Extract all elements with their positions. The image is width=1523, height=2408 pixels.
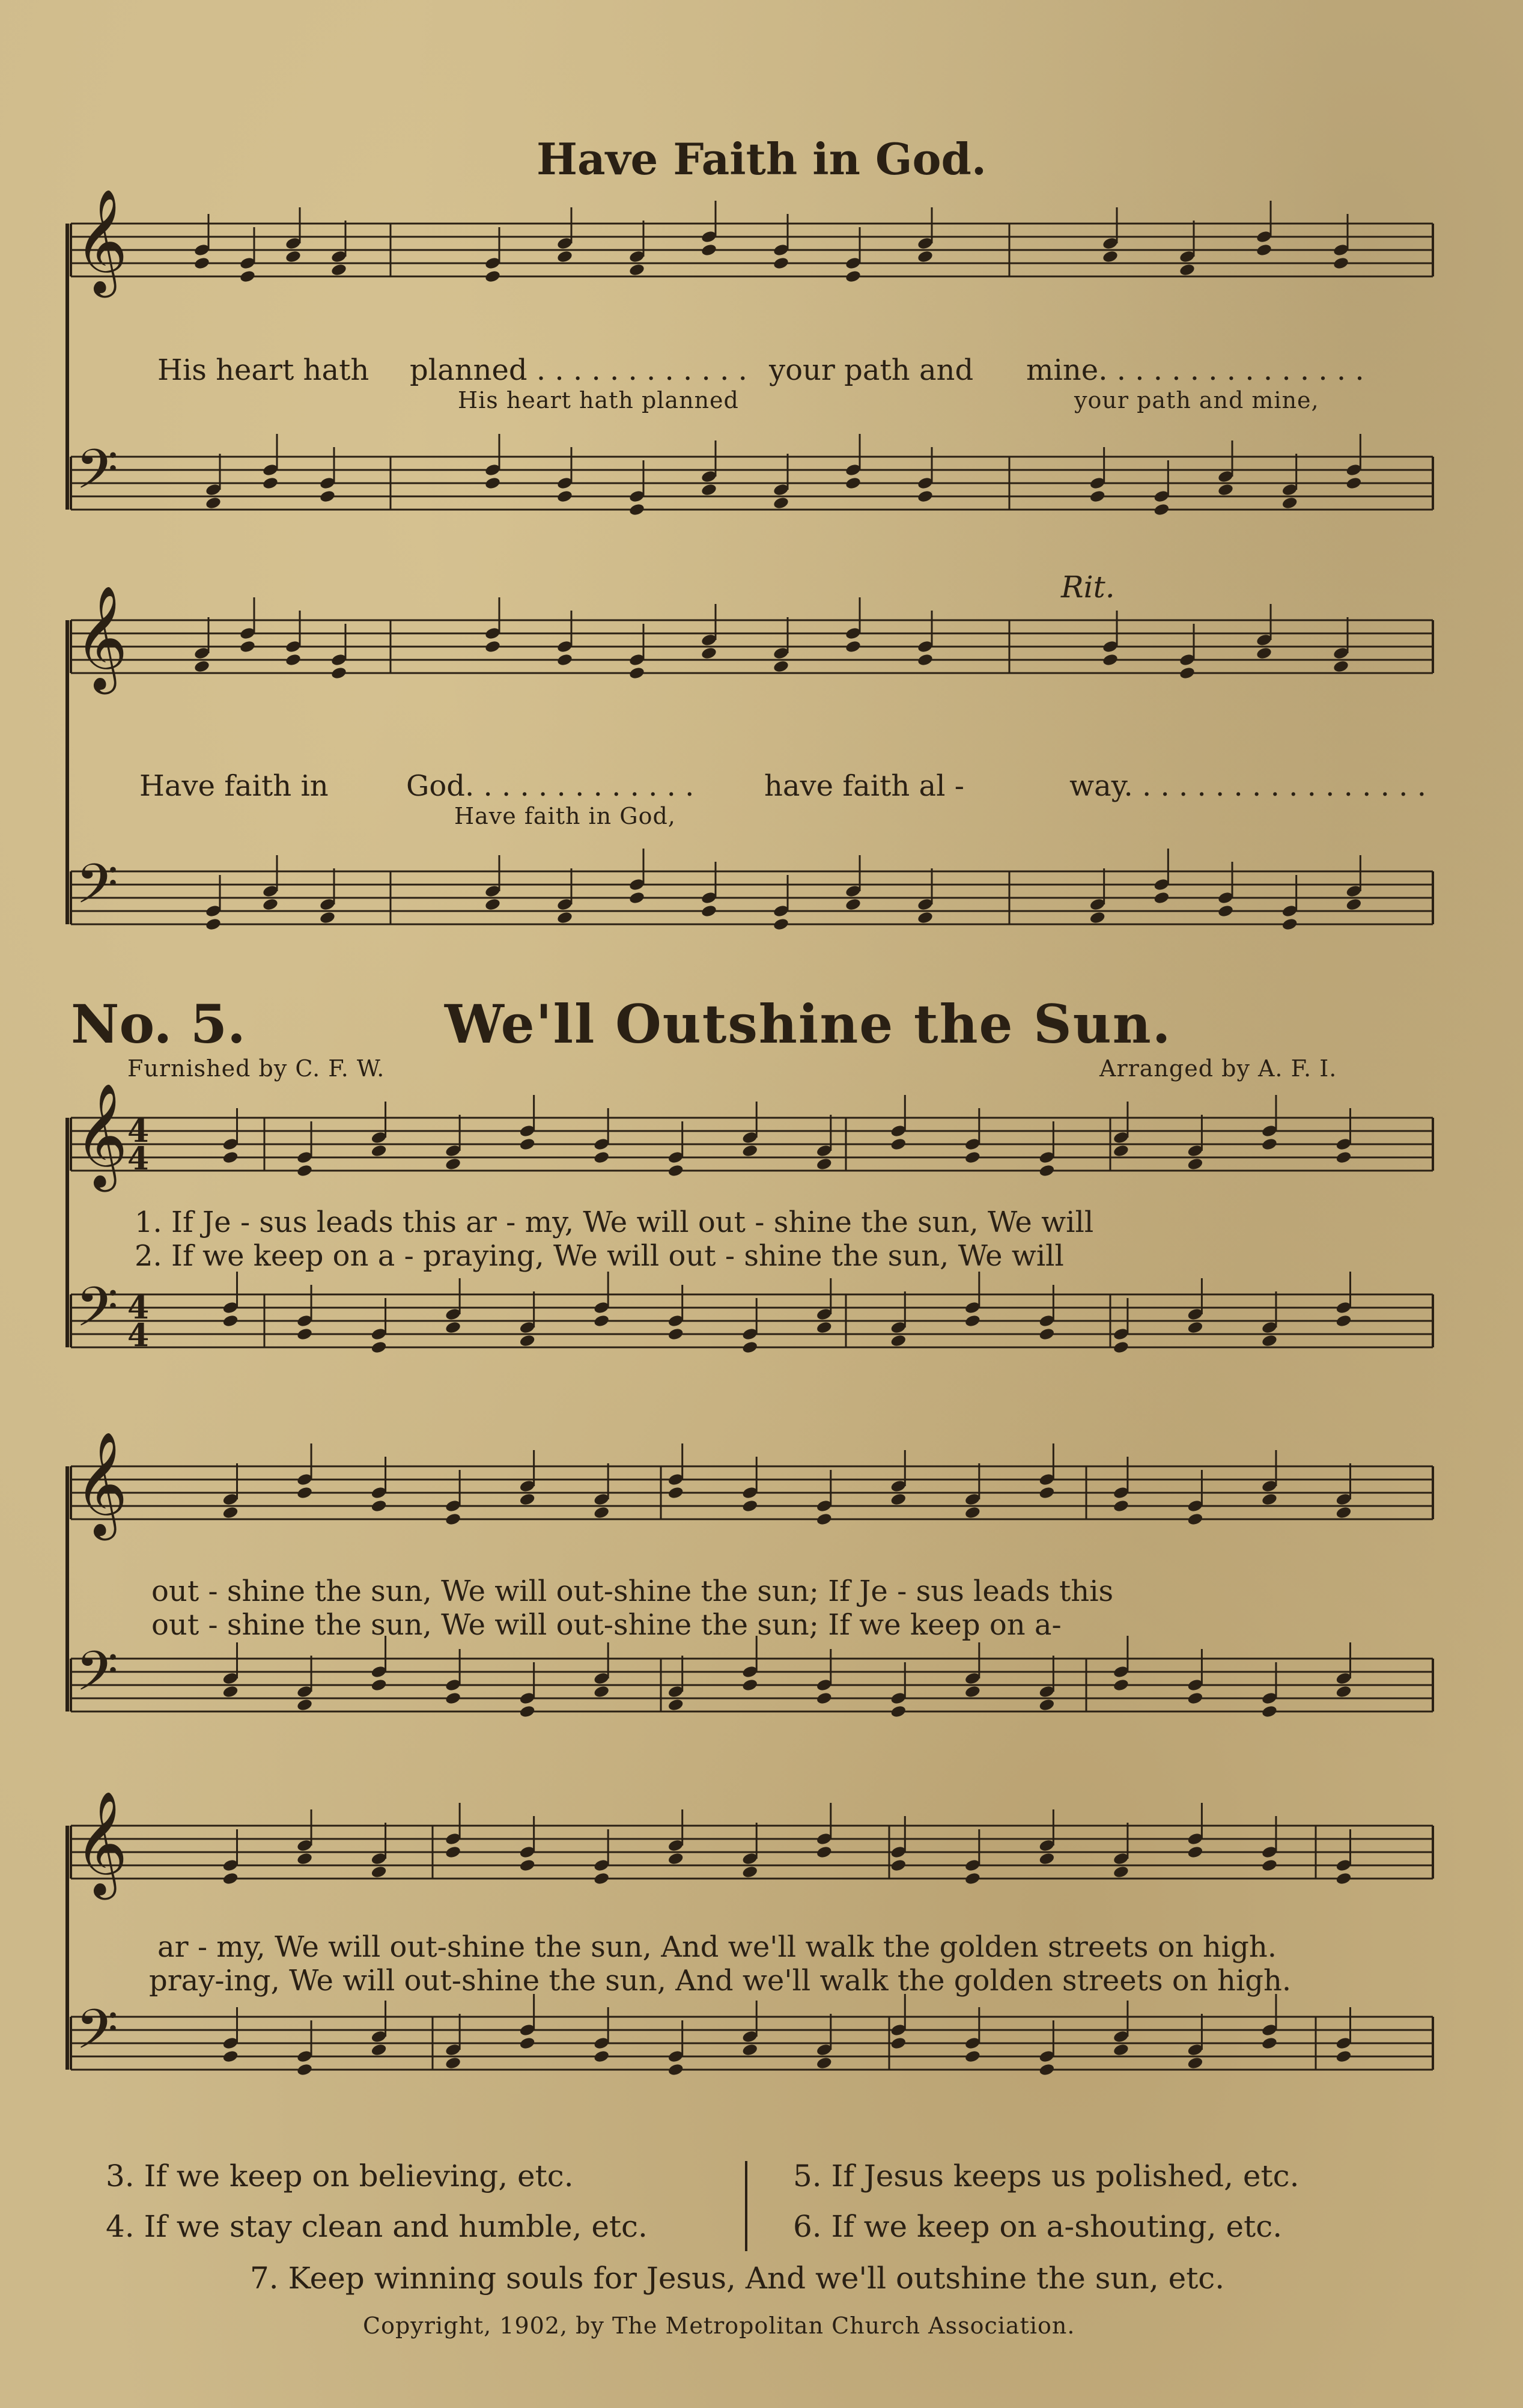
- treble-note: [371, 1499, 388, 1513]
- extra-verse-5: 5. If Jesus keeps us polished, etc.: [793, 2159, 1300, 2193]
- treble-note: [296, 1163, 313, 1177]
- treble-note: [1261, 1137, 1278, 1151]
- treble-note: [519, 1137, 536, 1151]
- bass-note: [319, 489, 336, 503]
- treble-clef: 𝄞: [74, 1791, 128, 1895]
- treble-note: [964, 1871, 981, 1885]
- bass-note: [816, 2056, 833, 2070]
- lyric-line-4: Have faith in God,: [454, 803, 676, 829]
- treble-note: [1038, 1852, 1055, 1865]
- time-signature-digit: 4: [127, 1317, 150, 1354]
- treble-note: [1261, 1858, 1278, 1872]
- treble-note: [222, 1871, 239, 1885]
- bass-note: [964, 1314, 981, 1327]
- bass-note: [371, 2043, 388, 2056]
- extra-verse-7: 7. Keep winning souls for Jesus, And we'll outshine the sun, etc.: [250, 2261, 1225, 2296]
- bass-note: [319, 910, 336, 924]
- bass-note: [371, 1678, 388, 1692]
- bass-note: [1187, 1320, 1203, 1334]
- bass-note: [890, 1334, 907, 1347]
- bass-note: [667, 2062, 684, 2076]
- treble-note: [1187, 1845, 1203, 1859]
- lyric-line-3d: way. . . . . . . . . . . . . . . . .: [1069, 769, 1426, 803]
- treble-note: [1335, 1150, 1352, 1164]
- verse2-line1: 2. If we keep on a - praying, We will out - shine the sun, We will: [135, 1239, 1064, 1273]
- bass-note: [222, 2049, 239, 2063]
- bass-note: [593, 2049, 610, 2063]
- hymn-number: No. 5.: [71, 993, 246, 1055]
- treble-note: [593, 1150, 610, 1164]
- treble-note: [285, 653, 302, 666]
- treble-note: [628, 263, 645, 276]
- bass-note: [296, 1327, 313, 1341]
- treble-note: [628, 666, 645, 680]
- treble-note: [890, 1858, 907, 1872]
- treble-note: [371, 1865, 388, 1879]
- arranged-credit: Arranged by A. F. I.: [1099, 1055, 1337, 1082]
- bass-note: [593, 1314, 610, 1327]
- bass-note: [1038, 1698, 1055, 1712]
- bass-note: [1038, 1327, 1055, 1341]
- bass-note: [519, 2036, 536, 2050]
- treble-clef: 𝄞: [74, 189, 128, 293]
- bass-note: [667, 1698, 684, 1712]
- treble-clef: 𝄞: [74, 1083, 128, 1187]
- ritardando-marking: Rit.: [1061, 570, 1115, 605]
- bass-note: [1113, 2043, 1129, 2056]
- treble-note: [296, 1486, 313, 1499]
- treble-note: [1102, 249, 1119, 263]
- treble-note: [964, 1150, 981, 1164]
- treble-note: [593, 1871, 610, 1885]
- bass-note: [741, 1340, 758, 1354]
- bass-note: [1281, 917, 1298, 931]
- bass-note: [1113, 1678, 1129, 1692]
- bass-note: [445, 1691, 461, 1705]
- bass-clef: 𝄢: [76, 1998, 118, 2074]
- lyric-line-1c: your path and: [769, 353, 974, 387]
- treble-note: [890, 1137, 907, 1151]
- hymn-title-have-faith: Have Faith in God.: [537, 133, 986, 184]
- treble-note: [701, 646, 717, 660]
- bass-note: [262, 476, 279, 490]
- bass-note: [1038, 2062, 1055, 2076]
- bass-note: [1089, 910, 1106, 924]
- bass-note: [1089, 489, 1106, 503]
- bass-note: [1261, 1334, 1278, 1347]
- treble-note: [593, 1505, 610, 1519]
- lyric-line-2b: your path and mine,: [1074, 387, 1319, 413]
- treble-note: [1179, 263, 1196, 276]
- lyric-line-3a: Have faith in: [139, 769, 329, 803]
- treble-note: [1256, 646, 1272, 660]
- bass-note: [917, 489, 934, 503]
- treble-note: [1113, 1144, 1129, 1157]
- bass-note: [1153, 502, 1170, 516]
- bass-note: [1217, 904, 1234, 918]
- bass-note: [1335, 1314, 1352, 1327]
- treble-note: [701, 243, 717, 257]
- bass-note: [1261, 2036, 1278, 2050]
- hymn-title-outshine: We'll Outshine the Sun.: [445, 993, 1172, 1055]
- treble-note: [239, 269, 256, 283]
- treble-note: [222, 1150, 239, 1164]
- treble-note: [845, 639, 862, 653]
- treble-note: [816, 1845, 833, 1859]
- treble-clef: 𝄞: [74, 1431, 128, 1536]
- bass-note: [262, 897, 279, 911]
- treble-note: [484, 639, 501, 653]
- bass-note: [741, 1678, 758, 1692]
- lyric-line-1a: His heart hath: [157, 353, 369, 387]
- extra-verse-6: 6. If we keep on a-shouting, etc.: [793, 2209, 1283, 2244]
- treble-note: [519, 1858, 536, 1872]
- treble-note: [519, 1492, 536, 1506]
- lyric-line-3b: God. . . . . . . . . . . . .: [406, 769, 695, 803]
- lyric-line-2: His heart hath planned: [458, 387, 739, 413]
- bass-clef: 𝄢: [76, 1639, 118, 1716]
- treble-note: [445, 1512, 461, 1526]
- lyric-line-1b: planned . . . . . . . . . . . .: [410, 353, 747, 387]
- time-signature-digit: 4: [127, 1290, 150, 1326]
- treble-note: [816, 1157, 833, 1171]
- bass-note: [890, 1704, 907, 1718]
- bass-note: [890, 2036, 907, 2050]
- treble-note: [1256, 243, 1272, 257]
- bass-note: [445, 2056, 461, 2070]
- bass-note: [484, 476, 501, 490]
- bass-note: [484, 897, 501, 911]
- verse2-line3: pray-ing, We will out-shine the sun, And we'll walk the golden streets on high.: [149, 1964, 1292, 1998]
- bass-note: [845, 476, 862, 490]
- bass-note: [741, 2043, 758, 2056]
- bass-note: [1187, 2056, 1203, 2070]
- bass-note: [1113, 1340, 1129, 1354]
- bass-note: [556, 910, 573, 924]
- bass-note: [1217, 483, 1234, 496]
- bass-note: [964, 1684, 981, 1698]
- bass-note: [667, 1327, 684, 1341]
- bass-note: [1345, 897, 1362, 911]
- treble-note: [667, 1163, 684, 1177]
- bass-note: [1187, 1691, 1203, 1705]
- treble-note: [445, 1845, 461, 1859]
- treble-note: [1187, 1512, 1203, 1526]
- treble-note: [741, 1499, 758, 1513]
- treble-note: [1038, 1486, 1055, 1499]
- bass-note: [519, 1334, 536, 1347]
- verse-divider: [745, 2161, 747, 2251]
- treble-note: [741, 1865, 758, 1879]
- treble-note: [296, 1852, 313, 1865]
- extra-verse-3: 3. If we keep on believing, etc.: [106, 2159, 574, 2193]
- treble-note: [773, 256, 789, 270]
- bass-note: [445, 1320, 461, 1334]
- bass-note: [296, 1698, 313, 1712]
- verse2-line2: out - shine the sun, We will out-shine the sun; If we keep on a-: [151, 1608, 1062, 1642]
- bass-note: [593, 1684, 610, 1698]
- lyric-line-1d: mine. . . . . . . . . . . . . . .: [1026, 353, 1364, 387]
- bass-note: [773, 917, 789, 931]
- treble-note: [773, 659, 789, 673]
- lyric-line-3c: have faith al -: [764, 769, 964, 803]
- bass-note: [964, 2049, 981, 2063]
- bass-clef: 𝄢: [76, 1275, 118, 1352]
- treble-note: [239, 639, 256, 653]
- treble-note: [556, 249, 573, 263]
- bass-note: [1153, 891, 1170, 904]
- treble-note: [1038, 1163, 1055, 1177]
- time-signature-digit: 4: [127, 1113, 150, 1150]
- treble-note: [964, 1505, 981, 1519]
- treble-note: [667, 1486, 684, 1499]
- verse1-line2: out - shine the sun, We will out-shine the sun; If Je - sus leads this: [151, 1574, 1114, 1608]
- bass-note: [205, 496, 222, 510]
- treble-note: [741, 1144, 758, 1157]
- bass-note: [1281, 496, 1298, 510]
- bass-note: [556, 489, 573, 503]
- copyright-notice: Copyright, 1902, by The Metropolitan Church Association.: [363, 2312, 1075, 2339]
- treble-note: [1102, 653, 1119, 666]
- treble-clef: 𝄞: [74, 585, 128, 690]
- treble-note: [1113, 1499, 1129, 1513]
- bass-note: [1335, 1684, 1352, 1698]
- treble-note: [1335, 1505, 1352, 1519]
- treble-note: [445, 1157, 461, 1171]
- treble-note: [667, 1852, 684, 1865]
- bass-note: [1345, 476, 1362, 490]
- bass-note: [917, 910, 934, 924]
- bass-note: [628, 502, 645, 516]
- bass-note: [519, 1704, 536, 1718]
- treble-note: [1179, 666, 1196, 680]
- treble-note: [556, 653, 573, 666]
- treble-note: [330, 263, 347, 276]
- treble-note: [330, 666, 347, 680]
- treble-note: [1187, 1157, 1203, 1171]
- time-signature-digit: 4: [127, 1141, 150, 1177]
- bass-note: [296, 2062, 313, 2076]
- treble-note: [917, 249, 934, 263]
- verse1-line1: 1. If Je - sus leads this ar - my, We will out - shine the sun, We will: [135, 1206, 1094, 1239]
- treble-note: [193, 256, 210, 270]
- bass-note: [1261, 1704, 1278, 1718]
- bass-note: [1335, 2049, 1352, 2063]
- bass-note: [371, 1340, 388, 1354]
- treble-note: [816, 1512, 833, 1526]
- treble-note: [1113, 1865, 1129, 1879]
- treble-note: [193, 659, 210, 673]
- treble-note: [1333, 256, 1349, 270]
- treble-note: [1261, 1492, 1278, 1506]
- furnished-credit: Furnished by C. F. W.: [127, 1055, 385, 1082]
- treble-note: [890, 1492, 907, 1506]
- treble-note: [845, 269, 862, 283]
- treble-note: [484, 269, 501, 283]
- treble-note: [1335, 1871, 1352, 1885]
- bass-clef: 𝄢: [76, 852, 118, 929]
- extra-verse-4: 4. If we stay clean and humble, etc.: [106, 2209, 648, 2244]
- treble-note: [222, 1505, 239, 1519]
- verse1-line3: ar - my, We will out-shine the sun, And we'll walk the golden streets on high.: [157, 1930, 1277, 1964]
- bass-note: [816, 1320, 833, 1334]
- bass-note: [816, 1691, 833, 1705]
- bass-note: [222, 1314, 239, 1327]
- treble-note: [917, 653, 934, 666]
- treble-note: [371, 1144, 388, 1157]
- bass-note: [773, 496, 789, 510]
- treble-note: [285, 249, 302, 263]
- bass-note: [845, 897, 862, 911]
- bass-note: [701, 483, 717, 496]
- treble-note: [1333, 659, 1349, 673]
- bass-note: [222, 1684, 239, 1698]
- bass-note: [205, 917, 222, 931]
- bass-note: [701, 904, 717, 918]
- bass-note: [628, 891, 645, 904]
- bass-clef: 𝄢: [76, 437, 118, 514]
